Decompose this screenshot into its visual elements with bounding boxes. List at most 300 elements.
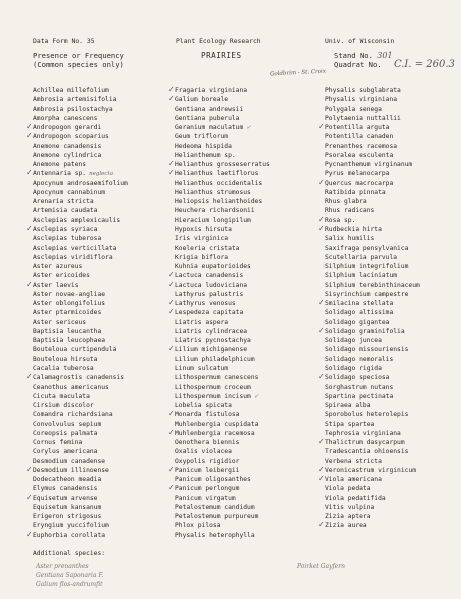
species-row (33, 447, 128, 456)
check-mark-icon: ✓ (26, 168, 33, 178)
species-name: Helianthus grosseserratus (175, 161, 270, 169)
species-name: Solidago missouriensis (325, 346, 409, 354)
species-name: Oxypolis rigidior (175, 457, 240, 465)
check-mark-icon: ✓ (318, 223, 325, 233)
species-row (325, 188, 420, 197)
species-name: Spiraea alba (325, 402, 371, 410)
species-row (33, 383, 128, 392)
species-name: Physalis subglabrata (325, 87, 401, 94)
stand-value: 301 (377, 51, 393, 60)
species-row (26, 131, 128, 141)
species-row (26, 122, 128, 132)
species-name: Iris virginica (175, 235, 229, 243)
species-name: Liatris pycnostachya (175, 337, 251, 345)
check-mark-icon: ✓ (26, 279, 33, 289)
species-row (175, 123, 270, 132)
species-name: Panicum virgatum (175, 494, 236, 502)
species-row (33, 95, 128, 104)
species-note: ✓ (253, 393, 259, 400)
species-name: Vitis vulpina (325, 503, 375, 511)
species-name: Pyrus melanocarpa (325, 170, 390, 178)
species-name: Viola americana (325, 476, 382, 484)
species-row (26, 372, 128, 382)
species-row (325, 169, 420, 178)
species-name: Monarda fistulosa (175, 411, 240, 419)
species-row (168, 464, 270, 475)
check-mark-icon: ✓ (26, 131, 33, 141)
species-row (325, 447, 420, 456)
species-row (33, 503, 128, 512)
species-name: Ambrosia artemisifolia (33, 96, 117, 104)
species-name: Geum triflorum (175, 133, 229, 141)
species-name: Lithospermum incisum (175, 392, 251, 400)
species-name: Koeleria cristata (175, 244, 240, 252)
species-row (168, 307, 270, 317)
species-name: Veronicastrum virginicum (325, 466, 416, 474)
species-row (175, 420, 270, 429)
species-name: Polygala senega (325, 105, 382, 113)
species-name: Solidago altissima (325, 309, 394, 317)
species-name: Asclepias verticillata (33, 244, 117, 252)
species-row (26, 279, 128, 290)
species-row (325, 364, 420, 373)
species-name: Elymus canadensis (33, 485, 98, 493)
check-mark-icon: ✓ (318, 437, 325, 447)
species-name: Anemone canadensis (33, 142, 102, 150)
check-mark-icon: ✓ (168, 344, 175, 354)
species-name: Tradescantia ohioensis (325, 448, 409, 456)
species-row (168, 298, 270, 308)
species-row (175, 179, 270, 188)
species-row (175, 401, 270, 410)
species-row (325, 410, 420, 419)
species-name: Equisetum kansanum (33, 503, 102, 511)
species-name: Desmodium canadense (33, 457, 106, 465)
species-row (175, 197, 270, 206)
species-row (318, 372, 420, 382)
species-name: Rhus glabra (325, 198, 367, 206)
species-row (175, 373, 270, 382)
handwritten-species-4: Poirket Gayfern (297, 563, 345, 570)
species-row (33, 179, 128, 188)
species-name: Physalis heterophylla (175, 531, 255, 539)
species-name: Lespedeza capitata (175, 309, 244, 317)
species-name: Tephrosia virginiana (325, 429, 401, 437)
species-name: Asclepias amplexicaulis (33, 216, 121, 224)
species-column-3 (318, 86, 420, 531)
university: Univ. of Wisconsin (325, 37, 395, 45)
species-name: Sorghastrum nutans (325, 383, 394, 391)
species-row (325, 420, 420, 429)
species-name: Erigeron strigosus (33, 513, 102, 521)
species-name: Linum sulcatum (175, 364, 229, 372)
species-name: Aster novae-angliae (33, 290, 106, 298)
species-name: Pycnanthemum virginanum (325, 161, 413, 169)
species-name: Cirsium discolor (33, 402, 94, 410)
species-name: Bouteloua hirsuta (33, 355, 98, 363)
species-name: Physalis virginiana (325, 96, 398, 104)
species-name: Euphorbia corollata (33, 531, 106, 539)
species-name: Lactuca ludoviciana (175, 281, 248, 289)
check-mark-icon: ✓ (168, 279, 175, 289)
species-name: Solidago speciosa (325, 374, 390, 382)
species-row (33, 521, 128, 530)
species-name: Desmodium illinoense (33, 466, 109, 474)
species-row (175, 253, 270, 262)
check-mark-icon: ✓ (168, 270, 175, 280)
species-name: Solidago nemoralis (325, 355, 394, 363)
species-row (33, 429, 128, 438)
species-row (168, 427, 270, 438)
species-row (325, 197, 420, 206)
species-name: Cornus femina (33, 439, 83, 447)
species-name: Thalictrum dasycarpum (325, 439, 405, 447)
species-row (175, 244, 270, 253)
species-row (318, 464, 420, 475)
species-name: Oxalis violacea (175, 448, 232, 456)
handwritten-species-3: Galium flos-andrumfit (36, 581, 103, 588)
species-row (325, 392, 420, 401)
species-name: Silphium terebinthinaceum (325, 281, 420, 289)
species-row (175, 438, 270, 447)
species-row (168, 85, 270, 95)
species-name: Fragaria virginiana (175, 87, 248, 94)
species-row (175, 512, 270, 521)
species-name: Panicum perlongum (175, 485, 240, 493)
quadrat-label: Quadrat No. (334, 60, 382, 69)
species-row (33, 142, 128, 151)
species-row (33, 484, 128, 493)
species-row (325, 345, 420, 354)
species-row (318, 437, 420, 447)
check-mark-icon: ✓ (26, 529, 33, 539)
species-name: Baptisia leucantha (33, 327, 102, 335)
species-row (175, 457, 270, 466)
species-row (318, 325, 420, 336)
species-name: Polytaenia nuttallii (325, 114, 401, 122)
species-row (175, 494, 270, 503)
species-row (168, 483, 270, 493)
species-row (325, 105, 420, 114)
species-row (325, 290, 420, 299)
species-row (175, 105, 270, 114)
species-name: Geranium maculatum (175, 124, 244, 132)
species-name: Apocynum cannabinum (33, 188, 106, 196)
species-row (325, 355, 420, 364)
species-row (33, 271, 128, 280)
species-name: Sporobolus heterolepis (325, 411, 409, 419)
species-name: Helianthemum sp. (175, 151, 236, 159)
species-row (33, 410, 128, 419)
species-name: Ceanothus americanus (33, 383, 109, 391)
species-row (26, 168, 128, 178)
handwritten-species-1: Aster prenanthes (36, 563, 89, 570)
species-name: Achillea millefolium (33, 87, 109, 94)
species-row (33, 401, 128, 410)
species-row (318, 474, 420, 484)
quadrat-number (334, 61, 455, 70)
prairies-heading: PRAIRIES (201, 51, 242, 60)
species-row (325, 401, 420, 410)
species-column-2 (168, 85, 270, 540)
species-name: Aster ptarmicoides (33, 309, 102, 317)
species-name: Convolvulus sepium (33, 420, 102, 428)
species-name: Saxifraga pensylvanica (325, 244, 409, 252)
species-name: Psoralea esculenta (325, 151, 394, 159)
species-name: Dodecatheon meadia (33, 476, 102, 484)
species-row (175, 355, 270, 364)
species-name: Anemone cylindrica (33, 151, 102, 159)
species-row (168, 409, 270, 419)
species-row (33, 318, 128, 327)
species-row (175, 327, 270, 336)
species-name: Viola pedatifida (325, 494, 386, 502)
species-name: Lobelia spicata (175, 402, 232, 410)
species-row (318, 298, 420, 308)
species-row (325, 503, 420, 512)
species-row (175, 531, 270, 540)
species-row (33, 86, 128, 95)
species-row (33, 244, 128, 253)
species-row (325, 383, 420, 392)
species-name: Baptisia leucophaea (33, 337, 106, 345)
species-name: Asclepias tuberosa (33, 235, 102, 243)
species-name: Solidago gigantea (325, 318, 390, 326)
species-name: Heliopsis helianthoides (175, 198, 263, 206)
species-name: Salix humilis (325, 235, 375, 243)
species-row (33, 151, 128, 160)
species-name: Lathyrus venosus (175, 300, 236, 308)
species-row (33, 216, 128, 225)
species-row (33, 420, 128, 429)
species-row (175, 503, 270, 512)
species-row (33, 345, 128, 354)
species-name: Verbena stricta (325, 457, 382, 465)
species-row (325, 512, 420, 521)
species-row (33, 197, 128, 206)
species-name: Spartina pectinata (325, 392, 394, 400)
species-row (168, 94, 270, 104)
species-row (175, 216, 270, 225)
additional-species-label: Additional species: (33, 550, 106, 557)
species-name: Aster ericoides (33, 272, 90, 280)
species-row (175, 234, 270, 243)
species-name: Lilium philadelphicum (175, 355, 255, 363)
form-title-line2: (Common species only) (33, 60, 124, 69)
species-name: Liatris aspera (175, 318, 229, 326)
species-row (175, 447, 270, 456)
species-name: Potentilla arguta (325, 124, 390, 132)
check-mark-icon: ✓ (318, 372, 325, 382)
check-mark-icon: ✓ (26, 372, 33, 382)
species-name: Hypoxis hirsuta (175, 225, 232, 233)
species-note: ✓ (246, 125, 251, 132)
species-name: Prenanthes racemosa (325, 142, 398, 150)
species-row (175, 318, 270, 327)
species-row (325, 429, 420, 438)
species-name: Artemisia caudata (33, 207, 98, 215)
check-mark-icon: ✓ (318, 474, 325, 484)
species-row (33, 105, 128, 114)
species-row (175, 290, 270, 299)
check-mark-icon: ✓ (318, 177, 325, 187)
species-name: Helianthus laetiflorus (175, 170, 259, 178)
species-row (175, 142, 270, 151)
species-name: Solidago graminifolia (325, 327, 405, 335)
species-row (33, 336, 128, 345)
species-name: Equisetum arvense (33, 494, 98, 502)
species-name: Sisyrinchium campestre (325, 290, 409, 298)
species-row (33, 364, 128, 373)
species-name: Petalostemum candidum (175, 503, 255, 511)
species-row (175, 206, 270, 215)
species-row (33, 457, 128, 466)
species-name: Smilacina stellata (325, 300, 394, 308)
species-name: Eryngium yuccifolium (33, 522, 109, 530)
check-mark-icon: ✓ (26, 492, 33, 502)
species-row (175, 383, 270, 392)
species-name: Lactuca canadensis (175, 272, 244, 280)
species-row (168, 344, 270, 354)
species-row (325, 142, 420, 151)
species-row (325, 336, 420, 345)
species-row (325, 244, 420, 253)
species-name: Panicum oligosanthes (175, 476, 251, 484)
check-mark-icon: ✓ (168, 298, 175, 308)
check-mark-icon: ✓ (168, 427, 175, 437)
species-name: Quercus macrocarpa (325, 179, 394, 187)
species-row (33, 355, 128, 364)
species-name: Scutellaria parvula (325, 253, 398, 261)
species-row (325, 262, 420, 271)
species-name: Kuhnia eupatorioides (175, 263, 251, 271)
species-name: Galium boreale (175, 96, 229, 104)
species-row (168, 279, 270, 290)
check-mark-icon: ✓ (168, 159, 175, 169)
species-row (33, 512, 128, 521)
species-row (168, 270, 270, 280)
species-name: Panicum leibergii (175, 466, 240, 474)
species-name: Zizia aptera (325, 513, 371, 521)
check-mark-icon: ✓ (168, 85, 175, 94)
species-row (33, 262, 128, 271)
form-title-line1: Presence or Frequency (33, 51, 124, 60)
species-name: Aster sericeus (33, 318, 87, 326)
species-row (33, 299, 128, 308)
species-name: Phlox pilosa (175, 522, 221, 530)
check-mark-icon: ✓ (318, 122, 325, 132)
species-row (33, 188, 128, 197)
check-mark-icon: ✓ (168, 464, 175, 474)
ci-value: C.I. = 260.3 (393, 59, 455, 70)
species-row (325, 86, 420, 95)
species-name: Andropogon gerardi (33, 124, 102, 132)
species-name: Lithospermum croceum (175, 383, 251, 391)
species-row (175, 132, 270, 141)
species-name: Muhlenbergia racemosa (175, 429, 255, 437)
species-name: Rudbeckia hirta (325, 225, 382, 233)
species-name: Hedeoma hispida (175, 142, 232, 150)
check-mark-icon: ✓ (26, 122, 33, 132)
species-name: Corylus americana (33, 448, 98, 456)
species-name: Helianthus strumosus (175, 188, 251, 196)
species-row (175, 262, 270, 271)
check-mark-icon: ✓ (168, 409, 175, 419)
species-name: Anemone patens (33, 161, 87, 169)
species-name: Ambrosia psilostachya (33, 105, 113, 113)
species-row (325, 234, 420, 243)
species-row (26, 223, 128, 234)
species-row (325, 308, 420, 317)
check-mark-icon: ✓ (168, 94, 175, 104)
handwritten-species-2: Gentiana Saponaria F. (36, 572, 104, 579)
species-name: Gentiana andrewsii (175, 105, 244, 113)
species-row (325, 114, 420, 123)
species-row (33, 290, 128, 299)
species-row (33, 327, 128, 336)
species-name: Krigia biflora (175, 253, 229, 261)
species-row (318, 520, 420, 530)
species-row (175, 392, 270, 401)
species-row (325, 494, 420, 503)
species-row (33, 234, 128, 243)
species-name: Solidago juncea (325, 337, 382, 345)
species-row (175, 521, 270, 530)
species-note: neglecta (89, 171, 113, 178)
species-row (318, 223, 420, 234)
species-name: Stipa spartea (325, 420, 375, 428)
species-name: Comandra richardsiana (33, 411, 113, 419)
species-row (26, 492, 128, 503)
species-row (325, 206, 420, 215)
species-row (175, 151, 270, 160)
species-row (175, 475, 270, 484)
species-name: Antennaria sp. (33, 170, 87, 178)
species-row (33, 160, 128, 169)
species-name: Bouteloua curtipendula (33, 346, 117, 354)
species-row (33, 475, 128, 484)
species-row (318, 122, 420, 132)
species-name: Silphium integrifolium (325, 263, 409, 271)
species-name: Petalostemum purpureum (175, 513, 259, 521)
species-name: Lithospermum canescens (175, 374, 259, 382)
species-row (33, 438, 128, 447)
species-name: Coreopsis palmata (33, 429, 98, 437)
check-mark-icon: ✓ (26, 223, 33, 233)
species-name: Aster oblongifolius (33, 300, 106, 308)
species-name: Calamagrostis canadensis (33, 374, 124, 382)
species-name: Helianthus occidentalis (175, 179, 263, 187)
species-row (325, 132, 420, 141)
species-row (175, 336, 270, 345)
species-name: Lilium michiganense (175, 346, 248, 354)
species-column-1 (26, 86, 128, 540)
species-name: Heuchera richardsonii (175, 207, 255, 215)
species-row (33, 308, 128, 317)
check-mark-icon: ✓ (168, 483, 175, 493)
species-name: Apocynum androsaemifolium (33, 179, 128, 187)
species-row (175, 188, 270, 197)
species-row (318, 177, 420, 188)
species-name: Gentiana puberula (175, 114, 240, 122)
check-mark-icon: ✓ (168, 168, 175, 178)
species-row (168, 168, 270, 178)
check-mark-icon: ✓ (318, 298, 325, 308)
species-name: Muhlenbergia cuspidata (175, 420, 259, 428)
organization: Plant Ecology Research (176, 37, 261, 45)
species-name: Oenothera biennis (175, 439, 240, 447)
species-row (325, 281, 420, 290)
